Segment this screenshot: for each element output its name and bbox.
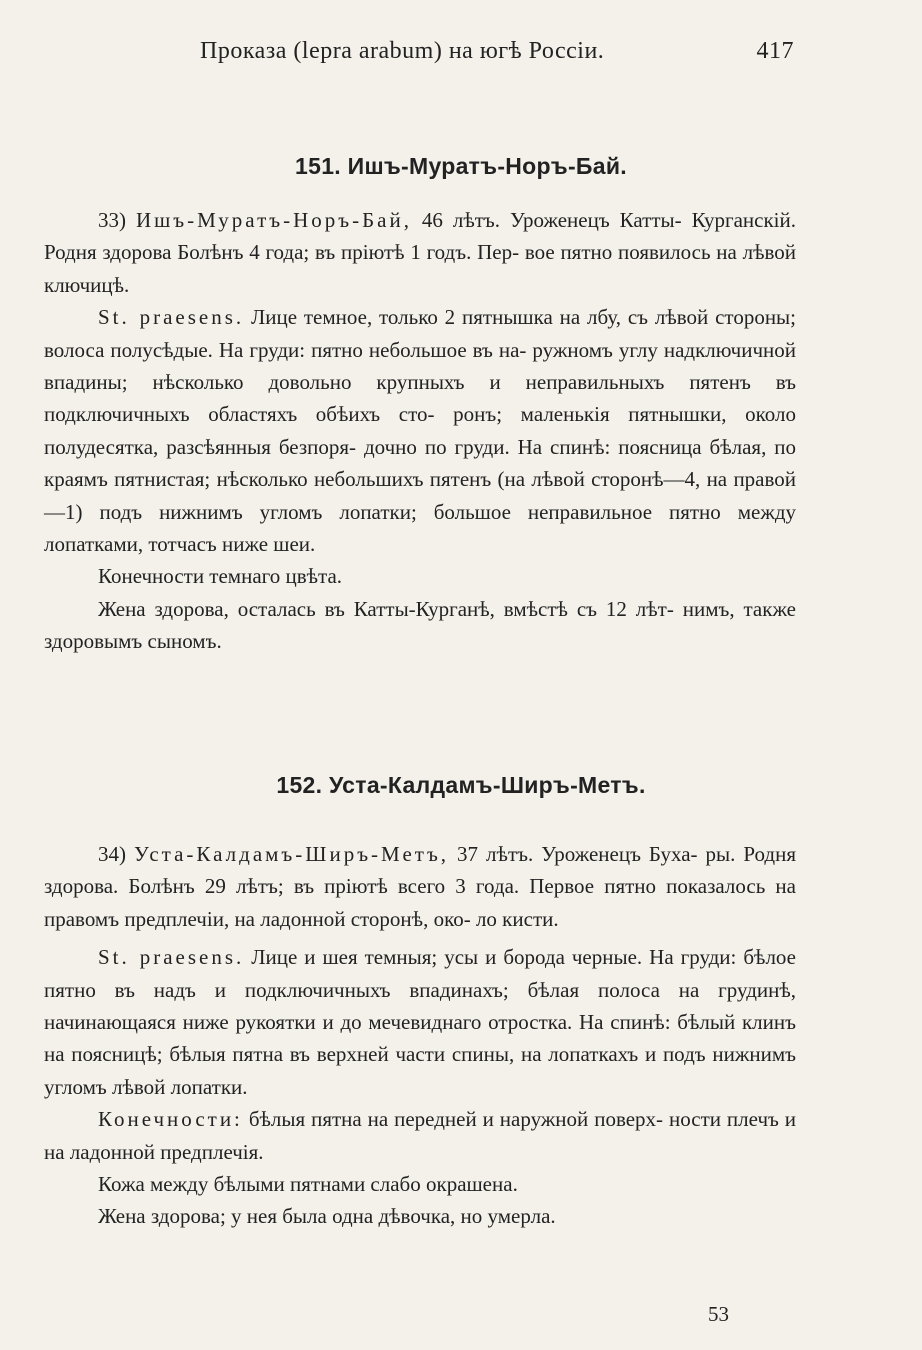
- entry-number: 33): [98, 208, 126, 232]
- text-line: На груди: бѣлое пятно въ надъ и подключичныхъ впадинахъ; бѣлая: [44, 945, 796, 1002]
- text-line: Конечности темнаго цвѣта.: [98, 564, 343, 589]
- patient-name: Уста-Калдамъ-Ширъ-Метъ,: [134, 842, 450, 866]
- text-line: отростка. На спинѣ: бѣлый клинъ на поясницѣ; бѣлыя пятна въ: [44, 1010, 796, 1067]
- extremities-term: Конечности:: [98, 1107, 243, 1132]
- text-line: полоса на грудинѣ, начинающаяся ниже рукоятки и до мечевиднаго: [44, 977, 797, 1035]
- text-line: лопатками, тотчасъ ниже шеи.: [44, 532, 316, 557]
- text-line: Кожа между бѣлыми пятнами слабо окрашена.: [98, 1172, 518, 1197]
- text-line: дочно по груди. На спинѣ: поясница бѣлая, по краямъ пятнистая;: [44, 434, 797, 492]
- status-term: St. praesens.: [98, 945, 245, 970]
- text-line: Лице темное, только 2 пятнышка на лбу, съ: [244, 305, 649, 330]
- extremities-paragraph: [44, 1103, 796, 1168]
- text-line: вое пятно появилось на лѣвой ключицѣ.: [44, 240, 796, 297]
- text-line: ности плечъ и на ладонной предплечія.: [44, 1107, 797, 1164]
- status-paragraph: [44, 941, 796, 1103]
- text-line: нимъ, также здоровымъ сыномъ.: [44, 596, 797, 654]
- text-line: лѣвой стороны; волоса полусѣдые. На груди: пятно небольшое въ на-: [44, 305, 796, 362]
- text-line: и неправильныхъ пятенъ въ подключичныхъ областяхъ обѣихъ сто-: [44, 370, 797, 427]
- text-line: ры. Родня здорова. Болѣнъ 29 лѣтъ; въ пріютѣ всего 3 года. Первое: [44, 842, 797, 899]
- entry-number: 34): [98, 842, 126, 866]
- family-paragraph: [44, 593, 796, 658]
- text-line: Жена здорова, осталась въ Катты-Курганѣ, вмѣстѣ съ 12 лѣт-: [98, 596, 674, 621]
- section-heading-152: 152. Уста-Калдамъ-Ширъ-Метъ.: [276, 772, 646, 798]
- intro-paragraph: [44, 838, 796, 935]
- status-term: St. praesens.: [98, 305, 245, 330]
- text-line: ронъ; маленькія пятнышки, около полудесятка, разсѣянныя безпоря-: [44, 402, 796, 459]
- text-line: Жена здорова; у нея была одна дѣвочка, но умерла.: [98, 1204, 556, 1229]
- text-line: 46 лѣтъ. Уроженецъ Катты-: [411, 208, 682, 232]
- intro-paragraph: [44, 204, 796, 301]
- section-body-151: [44, 204, 796, 658]
- text-line: нѣсколько небольшихъ пятенъ (на лѣвой сторонѣ—4, на правой—1): [44, 467, 797, 524]
- running-title: Проказа (lepra arabum) на югѣ Россіи.: [200, 38, 605, 64]
- status-paragraph: [44, 301, 796, 560]
- section-body-152: [44, 838, 796, 1233]
- extremities-paragraph: [44, 560, 796, 592]
- text-line: Лице и шея темныя; усы и борода черные.: [244, 945, 643, 970]
- family-paragraph: [44, 1200, 796, 1232]
- skin-paragraph: [44, 1168, 796, 1200]
- text-line: Курганскій. Родня здорова Болѣнъ 4 года; въ пріютѣ 1 годъ. Пер-: [44, 208, 797, 265]
- text-line: ружномъ углу надключичной впадины; нѣсколько довольно крупныхъ: [44, 337, 797, 395]
- text-line: 37 лѣтъ. Уроженецъ Буха-: [449, 842, 698, 866]
- text-line: пятно показалось на правомъ предплечіи, на ладонной сторонѣ, око-: [44, 874, 796, 931]
- page-number: 417: [756, 38, 794, 64]
- text-line: лопатки.: [170, 1074, 248, 1099]
- text-line: ло кисти.: [475, 906, 559, 931]
- text-line: бѣлыя пятна на передней и наружной поверх-: [242, 1107, 664, 1132]
- text-line: верхней части спины, на лопаткахъ и подъ нижнимъ угломъ лѣвой: [44, 1042, 796, 1099]
- patient-name: Ишъ-Муратъ-Норъ-Бай,: [135, 208, 412, 232]
- text-line: подъ нижнимъ угломъ лопатки; большое неправильное пятно между: [99, 499, 797, 524]
- section-heading-151: 151. Ишъ-Муратъ-Норъ-Бай.: [295, 153, 627, 179]
- signature-mark: 53: [708, 1302, 729, 1326]
